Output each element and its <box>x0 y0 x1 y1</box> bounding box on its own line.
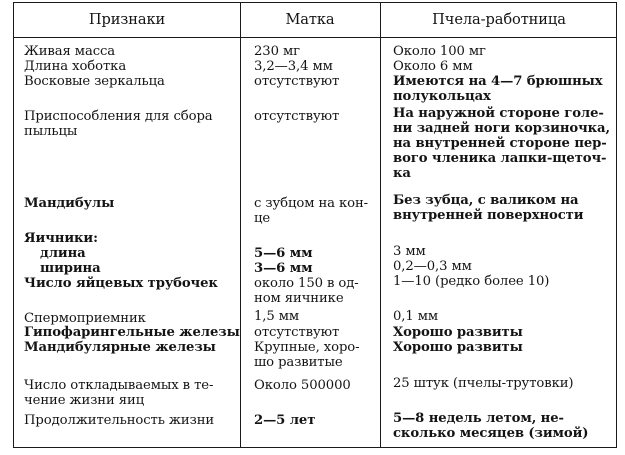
feature-cell: Гипофарингельные железы <box>24 325 240 340</box>
feature-cell: Число откладываемых в те- чение жизни яиц <box>24 378 214 408</box>
feature-cell: ширина <box>40 261 101 276</box>
feature-cell: Спермоприемник <box>24 311 146 326</box>
queen-cell: отсутствуют <box>254 109 340 124</box>
worker-cell: Около 100 мг <box>393 44 486 59</box>
worker-cell: 5—8 недель летом, не- сколько месяцев (зимой) <box>393 411 589 441</box>
feature-cell: Яичники: <box>24 231 98 246</box>
worker-cell: Без зубца, с валиком на внутренней поверхности <box>393 193 584 223</box>
feature-cell: Длина хоботка <box>24 59 127 74</box>
feature-cell: Мандибулы <box>24 196 115 211</box>
feature-cell: длина <box>40 246 86 261</box>
queen-cell: 1,5 мм <box>254 309 300 324</box>
worker-cell: Около 6 мм <box>393 59 473 74</box>
header-divider <box>14 37 616 38</box>
queen-cell: отсутствуют <box>254 74 340 89</box>
feature-cell: Число яйцевых трубочек <box>24 276 218 291</box>
queen-cell: 230 мг <box>254 44 300 59</box>
column-divider-1 <box>240 3 241 447</box>
worker-cell: Хорошо развиты <box>393 325 523 340</box>
queen-cell: с зубцом на кон- це <box>254 196 369 226</box>
feature-cell: Продолжительность жизни <box>24 413 215 428</box>
column-divider-2 <box>380 3 381 447</box>
worker-cell: На наружной стороне голе- ни задней ноги корзиночка, на внутренней стороне пер- вого членика лапки-щеточ- ка <box>393 106 610 181</box>
worker-cell: 25 штук (пчелы-трутовки) <box>393 376 574 391</box>
queen-cell: 3—6 мм <box>254 261 313 276</box>
header-worker: Пчела-работница <box>432 11 566 28</box>
queen-cell: Крупные, хоро- шо развитые <box>254 340 360 370</box>
worker-cell: 0,1 мм <box>393 309 439 324</box>
worker-cell: 3 мм <box>393 244 426 259</box>
feature-cell: Восковые зеркальца <box>24 74 165 89</box>
queen-cell: около 150 в од- ном яичнике <box>254 276 359 306</box>
queen-cell: 2—5 лет <box>254 413 316 428</box>
feature-cell: Приспособления для сбора пыльцы <box>24 109 213 139</box>
worker-cell: Хорошо развиты <box>393 340 523 355</box>
worker-cell: 0,2—0,3 мм <box>393 259 472 274</box>
queen-cell: 3,2—3,4 мм <box>254 59 333 74</box>
feature-cell: Живая масса <box>24 44 116 59</box>
worker-cell: Имеются на 4—7 брюшных полукольцах <box>393 74 603 104</box>
header-features: Признаки <box>88 11 166 28</box>
feature-cell: Мандибулярные железы <box>24 340 216 355</box>
header-queen: Матка <box>285 11 335 28</box>
queen-cell: отсутствуют <box>254 325 340 340</box>
queen-cell: 5—6 мм <box>254 246 313 261</box>
comparison-table <box>13 2 617 448</box>
queen-cell: Около 500000 <box>254 378 351 393</box>
worker-cell: 1—10 (редко более 10) <box>393 274 550 289</box>
